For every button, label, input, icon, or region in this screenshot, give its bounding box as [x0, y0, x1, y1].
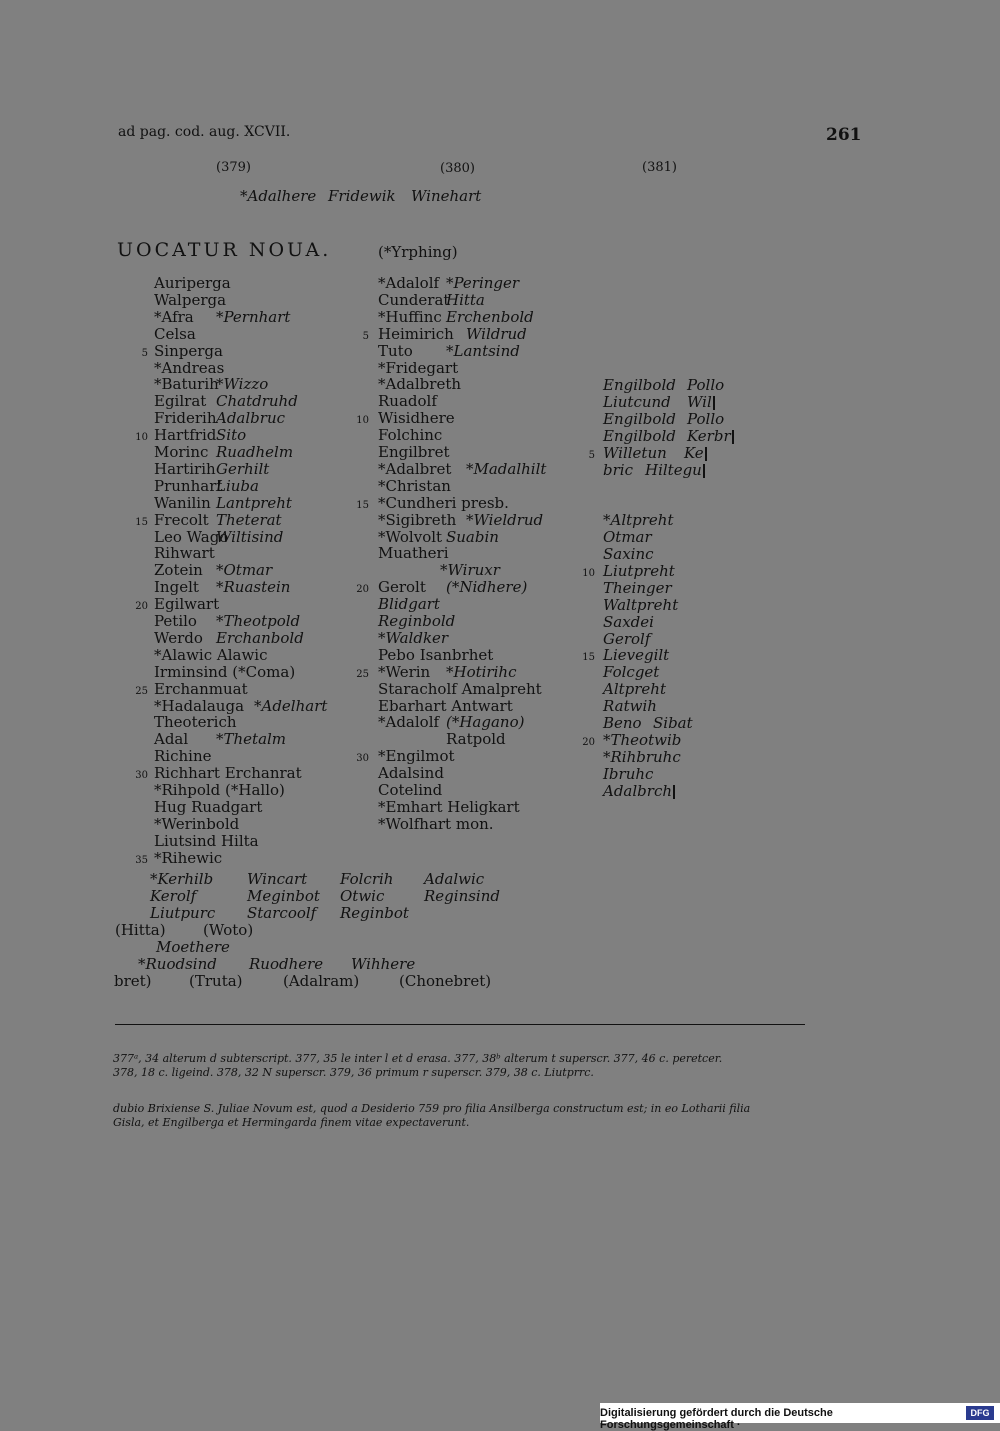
- tail-ruodsind: *Ruodsind: [138, 955, 217, 973]
- footer-banner: [600, 1403, 1000, 1431]
- name-entry: *Sigibreth: [378, 510, 457, 529]
- name-entry: Prunhart: [154, 476, 223, 495]
- name-entry: Leo Wago: [154, 527, 229, 546]
- name-entry: Adal: [154, 730, 189, 749]
- section-subtitle: (*Yrphing): [378, 243, 458, 261]
- name-entry: Cunderat: [378, 290, 450, 309]
- name-entry: *Hadalauga: [154, 696, 245, 715]
- tail-bret: bret): [114, 972, 152, 990]
- name-entry: Rihwart: [154, 544, 215, 563]
- name-entry-second: *Hotirihc: [446, 662, 517, 681]
- name-entry: *Adalbret: [378, 459, 452, 478]
- top-name-1: *Adalhere: [240, 187, 317, 205]
- name-entry-second: *Pernhart: [216, 307, 291, 326]
- name-entry-second: *Wizzo: [216, 375, 269, 394]
- name-entry: Richhart Erchanrat: [154, 764, 302, 783]
- name-entry: Egilrat: [154, 392, 207, 411]
- name-entry: Reginsind: [424, 887, 500, 905]
- column-number-381: (381): [642, 160, 677, 175]
- name-entry: *Rihewic: [154, 848, 223, 867]
- name-entry: bric: [603, 460, 633, 479]
- name-entry: Petilo: [154, 612, 197, 630]
- column-number-380: (380): [440, 161, 475, 176]
- name-entry-second: (*Nidhere): [446, 578, 528, 597]
- line-number: 15: [356, 499, 369, 511]
- name-entry: Saxinc: [603, 545, 654, 563]
- footnote-rule: [115, 1024, 805, 1025]
- name-entry: *Werinbold: [154, 814, 240, 833]
- name-entry: Zotein: [154, 561, 203, 580]
- tail-ruodhere: Ruodhere: [249, 955, 324, 973]
- line-number: 10: [356, 415, 369, 427]
- name-entry: Celsa: [154, 324, 196, 343]
- name-entry: Hartirih: [154, 459, 216, 478]
- name-entry: Richine: [154, 747, 212, 766]
- name-entry: Adalwic: [424, 870, 485, 888]
- name-entry-second: Ruadhelm: [216, 443, 294, 461]
- name-entry: Beno: [603, 714, 642, 732]
- name-entry: *Fridegart: [378, 358, 459, 377]
- name-entry-second: Wil: [687, 394, 715, 411]
- name-entry: Ruadolf: [378, 392, 437, 411]
- name-entry: Wincart: [247, 870, 308, 888]
- name-entry: *Engilmot: [378, 747, 455, 766]
- name-entry: Sinperga: [154, 341, 223, 360]
- name-entry: Liutpreht: [603, 561, 675, 580]
- name-entry: Irminsind (*Coma): [154, 662, 296, 681]
- column-number-379: (379): [216, 160, 251, 175]
- name-entry-second: Chatdruhd: [216, 392, 298, 411]
- name-entry: Hartfrid: [154, 426, 217, 445]
- name-entry: Staracholf Amalpreht: [378, 679, 542, 698]
- name-entry-second: *Peringer: [446, 274, 520, 292]
- name-entry: Walperga: [154, 290, 227, 309]
- running-head: ad pag. cod. aug. XCVII.: [118, 124, 291, 140]
- line-number: 5: [362, 330, 369, 342]
- name-entry: *Cundheri presb.: [378, 493, 509, 512]
- line-number: 10: [582, 567, 595, 579]
- name-entry: Hug Ruadgart: [154, 797, 263, 816]
- name-entry: *Adalolf: [378, 713, 440, 732]
- tail-hitta: (Hitta): [115, 921, 166, 939]
- name-entry: Liutpurc: [150, 904, 216, 922]
- name-entry: Pebo Isanbrhet: [378, 645, 494, 664]
- line-number: 35: [135, 854, 148, 866]
- name-entry-second: Erchenbold: [446, 307, 534, 326]
- name-entry: Reginbold: [378, 612, 456, 630]
- dfg-logo: DFG: [966, 1406, 994, 1420]
- name-entry: Gerolt: [378, 578, 426, 597]
- section-title: UOCATUR NOUA.: [117, 239, 332, 261]
- name-entry-second: *Thetalm: [216, 730, 287, 749]
- name-entry: Liutcund: [603, 392, 671, 411]
- footer-text: Digitalisierung gefördert durch die Deutsche Forschungsgemeinschaft ·: [600, 1407, 833, 1431]
- name-entry: Folcrih: [340, 870, 394, 888]
- top-name-3: Winehart: [411, 187, 482, 205]
- name-entry-second: Adalbruc: [216, 409, 286, 428]
- line-number: 5: [588, 449, 595, 461]
- name-entry: *Alawic Alawic: [154, 645, 268, 664]
- name-entry: Altpreht: [603, 680, 666, 699]
- name-entry-second: Wiltisind: [216, 527, 284, 546]
- name-entry: *Huffinc: [378, 307, 442, 326]
- top-name-2: Fridewik: [328, 187, 396, 205]
- name-entry: Egilwart: [154, 595, 220, 614]
- apparatus-line-1: 377ᵃ, 34 alterum d subterscript. 377, 35 le inter l et d erasa. 377, 38ᵇ alterum t superscr. 377, 46 c. peretcer.: [113, 1052, 723, 1065]
- name-entry: Friderih: [154, 409, 217, 428]
- name-entry: *Altpreht: [603, 511, 674, 530]
- line-number: 20: [135, 601, 148, 613]
- name-entry: Engilbold: [603, 426, 676, 445]
- name-entry: Reginbot: [340, 904, 409, 922]
- apparatus-line-2: 378, 18 c. ligeind. 378, 32 N superscr. 379, 36 primum r superscr. 379, 38 c. Liutprrc.: [113, 1066, 594, 1079]
- name-entry-second: Erchanbold: [216, 628, 304, 647]
- name-entry: Erchanmuat: [154, 679, 248, 698]
- tail-moethere: Moethere: [156, 938, 230, 956]
- name-entry: *Theotwib: [603, 730, 682, 749]
- name-entry-second: *Lantsind: [446, 341, 520, 360]
- tail-truta: (Truta): [189, 972, 243, 990]
- name-entry: *Andreas: [154, 358, 225, 377]
- line-number: 25: [356, 668, 369, 680]
- name-entry-second: Ratpold: [446, 730, 506, 749]
- line-number: 25: [135, 685, 148, 697]
- tail-chonebret: (Chonebret): [399, 972, 492, 990]
- name-entry: Heimirich: [378, 324, 454, 343]
- name-entry: *Adalbreth: [378, 375, 462, 394]
- name-entry: Gerolf: [603, 629, 651, 648]
- line-number: 10: [135, 432, 148, 444]
- name-entry: *Afra: [154, 307, 194, 326]
- name-entry: *Rihbruhc: [603, 747, 681, 766]
- name-entry: Frecolt: [154, 510, 209, 529]
- name-entry: *Wolfhart mon.: [378, 814, 494, 833]
- tail-wihhere: Wihhere: [351, 955, 416, 973]
- name-entry: Tuto: [378, 341, 413, 360]
- commentary-line-2: Gisla, et Engilberga et Hermingarda finem vitae expectaverunt.: [113, 1116, 470, 1129]
- name-entry: Cotelind: [378, 781, 443, 799]
- name-entry-second: *Wiruxr: [440, 561, 500, 580]
- name-entry: Ibruhc: [603, 764, 654, 783]
- name-entry-second: *Adelhart: [254, 696, 328, 715]
- name-entry: Folcget: [603, 663, 660, 682]
- name-entry: Ratwih: [603, 697, 657, 716]
- name-entry: Lievegilt: [603, 646, 670, 665]
- name-entry-second: Pollo: [687, 376, 725, 394]
- name-entry: *Rihpold (*Hallo): [154, 781, 285, 799]
- name-entry: Otmar: [603, 528, 652, 547]
- name-entry: Waltpreht: [603, 595, 679, 614]
- name-entry-second: Liuba: [216, 476, 259, 495]
- name-entry: Adalsind: [378, 764, 444, 783]
- name-entry-second: Wildrud: [466, 324, 527, 343]
- name-entry: Werdo: [154, 628, 203, 647]
- name-entry-second: Gerhilt: [216, 459, 270, 478]
- line-number: 20: [582, 736, 595, 748]
- name-entry-second: Hiltegu: [645, 462, 705, 479]
- name-entry-second: Sibat: [653, 714, 693, 732]
- name-entry: Otwic: [340, 887, 385, 905]
- name-entry: Engilbold: [603, 409, 676, 428]
- name-entry: Auriperga: [154, 274, 231, 292]
- name-entry-second: Suabin: [446, 527, 499, 546]
- line-number: 15: [582, 652, 595, 664]
- name-entry: Ebarhart Antwart: [378, 696, 513, 715]
- name-entry: Starcoolf: [247, 904, 317, 922]
- tail-woto: (Woto): [203, 921, 254, 939]
- name-entry: *Waldker: [378, 628, 449, 647]
- name-entry-second: Hitta: [446, 290, 485, 309]
- name-entry-second: Pollo: [687, 409, 725, 428]
- name-entry-second: *Madalhilt: [466, 459, 547, 478]
- name-entry-second: (*Hagano): [446, 713, 525, 732]
- name-entry: *Baturih: [154, 375, 219, 394]
- name-entry: Kerolf: [150, 887, 197, 905]
- name-entry: Meginbot: [247, 887, 320, 905]
- name-entry: Morinc: [154, 443, 209, 461]
- name-entry-second: Ke: [684, 445, 707, 462]
- name-entry: Adalbrch: [603, 783, 675, 800]
- commentary-line-1: dubio Brixiense S. Juliae Novum est, quod a Desiderio 759 pro filia Ansilberga constructum est; in eo Lotharii filia: [113, 1102, 751, 1115]
- name-entry: Engilbret: [378, 443, 450, 461]
- name-entry: Saxdei: [603, 612, 654, 631]
- name-entry: *Wolvolt: [378, 527, 443, 546]
- name-entry: Willetun: [603, 443, 667, 462]
- name-entry: Muatheri: [378, 544, 449, 563]
- name-entry: Theoterich: [154, 713, 237, 732]
- name-entry: Engilbold: [603, 376, 676, 394]
- line-number: 20: [356, 584, 369, 596]
- line-number: 30: [135, 770, 148, 782]
- name-entry: *Kerhilb: [150, 870, 214, 888]
- name-entry-second: Theterat: [216, 510, 282, 529]
- page-number: 261: [826, 125, 862, 145]
- tail-adalram: (Adalram): [283, 972, 360, 990]
- name-entry: *Emhart Heligkart: [378, 797, 520, 816]
- name-entry-second: Kerbr: [687, 428, 734, 445]
- line-number: 15: [135, 516, 148, 528]
- name-entry-second: *Ruastein: [216, 578, 291, 597]
- name-entry: Ingelt: [154, 578, 199, 597]
- name-entry: *Werin: [378, 662, 431, 681]
- name-entry-second: *Theotpold: [216, 612, 301, 630]
- name-entry: Wisidhere: [378, 409, 455, 428]
- name-entry-second: *Otmar: [216, 561, 273, 580]
- name-entry: Theinger: [603, 578, 672, 597]
- name-entry: Blidgart: [378, 595, 440, 614]
- name-entry: Wanilin: [154, 493, 211, 512]
- name-entry: *Adalolf: [378, 274, 440, 292]
- name-entry-second: Lantpreht: [216, 493, 292, 512]
- name-entry: Folchinc: [378, 426, 443, 445]
- line-number: 30: [356, 753, 369, 765]
- name-entry: *Christan: [378, 476, 451, 495]
- name-entry-second: Sito: [216, 426, 247, 445]
- line-number: 5: [141, 347, 148, 359]
- name-entry-second: *Wieldrud: [466, 510, 544, 529]
- name-entry: Liutsind Hilta: [154, 831, 259, 850]
